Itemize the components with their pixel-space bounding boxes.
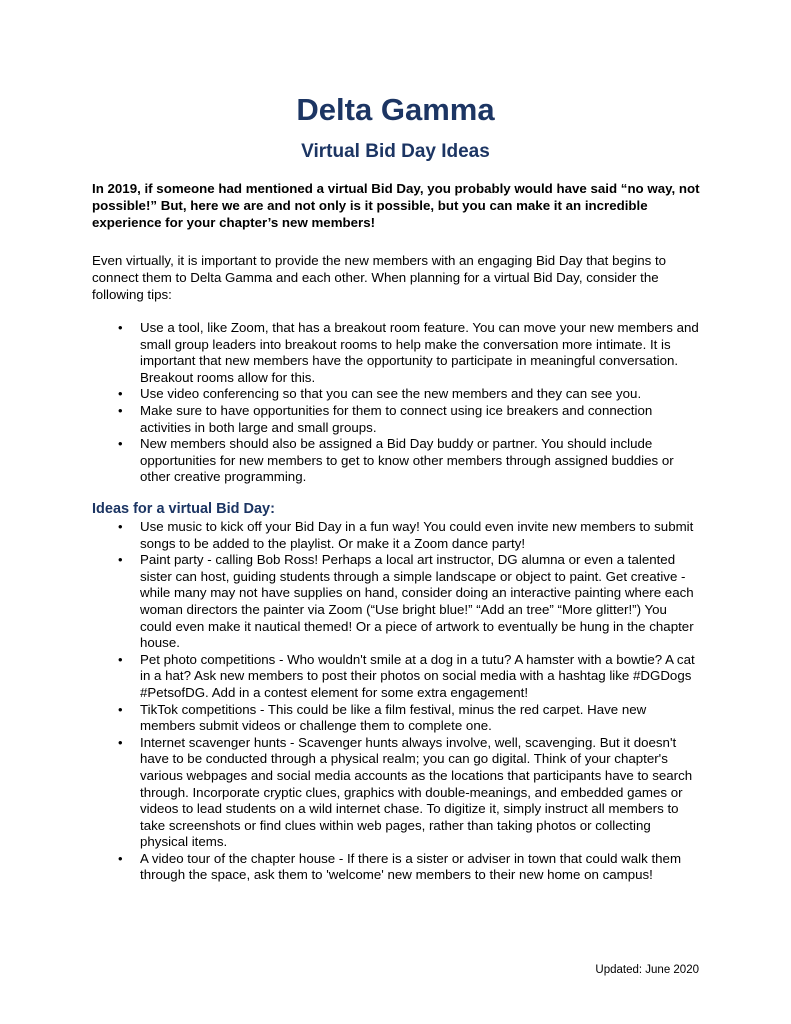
list-item-text: A video tour of the chapter house - If there is a sister or adviser in town that could walk them through the space, ask them to 'welcome' new members to their new home on campus! — [140, 850, 682, 883]
document-title: Delta Gamma — [296, 92, 495, 127]
document-subtitle: Virtual Bid Day Ideas — [301, 141, 490, 162]
list-item — [92, 386, 702, 403]
bullet-icon: • — [118, 701, 123, 717]
tips-intro-paragraph: Even virtually, it is important to provide the new members with an engaging Bid Day that begins to connect them to Delta Gamma and each other. When planning for a virtual Bid Day, consider the following tips: — [92, 253, 667, 302]
list-item-text: Use video conferencing so that you can see the new members and they can see you. — [140, 386, 642, 402]
ideas-heading: Ideas for a virtual Bid Day: — [92, 501, 275, 517]
bullet-icon: • — [118, 402, 123, 418]
list-item-text: Pet photo competitions - Who wouldn't smile at a dog in a tutu? A hamster with a bowtie? A cat in a hat? Ask new members to post their photos on social media with a hashtag like #DGDogs #PetsofDG. Add in a contest element for some extra engagement! — [140, 651, 695, 700]
list-item-text: New members should also be assigned a Bid Day buddy or partner. You should include opportunities for new members to get to know other members through assigned buddies or other creative programming. — [140, 436, 674, 485]
list-item — [92, 519, 702, 552]
list-item-text: Make sure to have opportunities for them to connect using ice breakers and connection activities in both large and small groups. — [140, 402, 653, 435]
bullet-icon: • — [118, 320, 123, 335]
list-item — [92, 320, 702, 386]
bullet-icon: • — [118, 734, 123, 750]
list-item — [92, 403, 702, 436]
bullet-icon: • — [118, 519, 123, 534]
bullet-icon: • — [118, 850, 123, 866]
bullet-icon: • — [118, 386, 123, 402]
bullet-icon: • — [118, 436, 123, 452]
intro-paragraph: In 2019, if someone had mentioned a virtual Bid Day, you probably would have said “no way, not possible!” But, here we are and not only is it possible, but you can make it an incredible experience for your chapter’s new members! — [92, 181, 700, 230]
list-item — [92, 652, 702, 702]
list-item — [92, 702, 702, 735]
list-item — [92, 735, 702, 851]
list-item — [92, 436, 702, 486]
list-item — [92, 552, 702, 652]
bullet-icon: • — [118, 552, 123, 568]
list-item-text: Use music to kick off your Bid Day in a fun way! You could even invite new members to submit songs to be added to the playlist. Or make it a Zoom dance party! — [140, 519, 694, 551]
list-item-text: Use a tool, like Zoom, that has a breakout room feature. You can move your new members and small group leaders into breakout rooms to help make the conversation more intimate. It is important that new members have the opportunity to participate in meaningful conversation. Breakout rooms allow for this. — [140, 320, 699, 385]
list-item-text: TikTok competitions - This could be like a film festival, minus the red carpet. Have new members submit videos or challenge them to complete one. — [140, 701, 647, 734]
updated-date: Updated: June 2020 — [595, 964, 699, 976]
list-item — [92, 851, 702, 884]
tips-list — [92, 320, 702, 486]
list-item-text: Paint party - calling Bob Ross! Perhaps a local art instructor, DG alumna or even a talented sister can host, guiding students through a simple landscape or object to paint. Get creative - while many may not have supplies on hand, consider doing an interactive painting where each woman directors the painter via Zoom (“Use bright blue!” “Add an tree” “More glitter!”) You could even make it nautical themed! Or a piece of artwork to eventually be hung in the chapter house. — [140, 552, 694, 651]
list-item-text: Internet scavenger hunts - Scavenger hunts always involve, well, scavenging. But it doesn't have to be conducted through a physical realm; you can go digital. Think of your chapter's various webpages and social media accounts as the locations that participants have to search through. Incorporate cryptic clues, graphics with double-meanings, and embedded games or videos to lead students on a wild internet chase. To digitize it, simply instruct all members to take screenshots or find clues within web pages, rather than taking photos or collecting physical items. — [140, 734, 693, 850]
bullet-icon: • — [118, 651, 123, 667]
ideas-list — [92, 519, 702, 884]
